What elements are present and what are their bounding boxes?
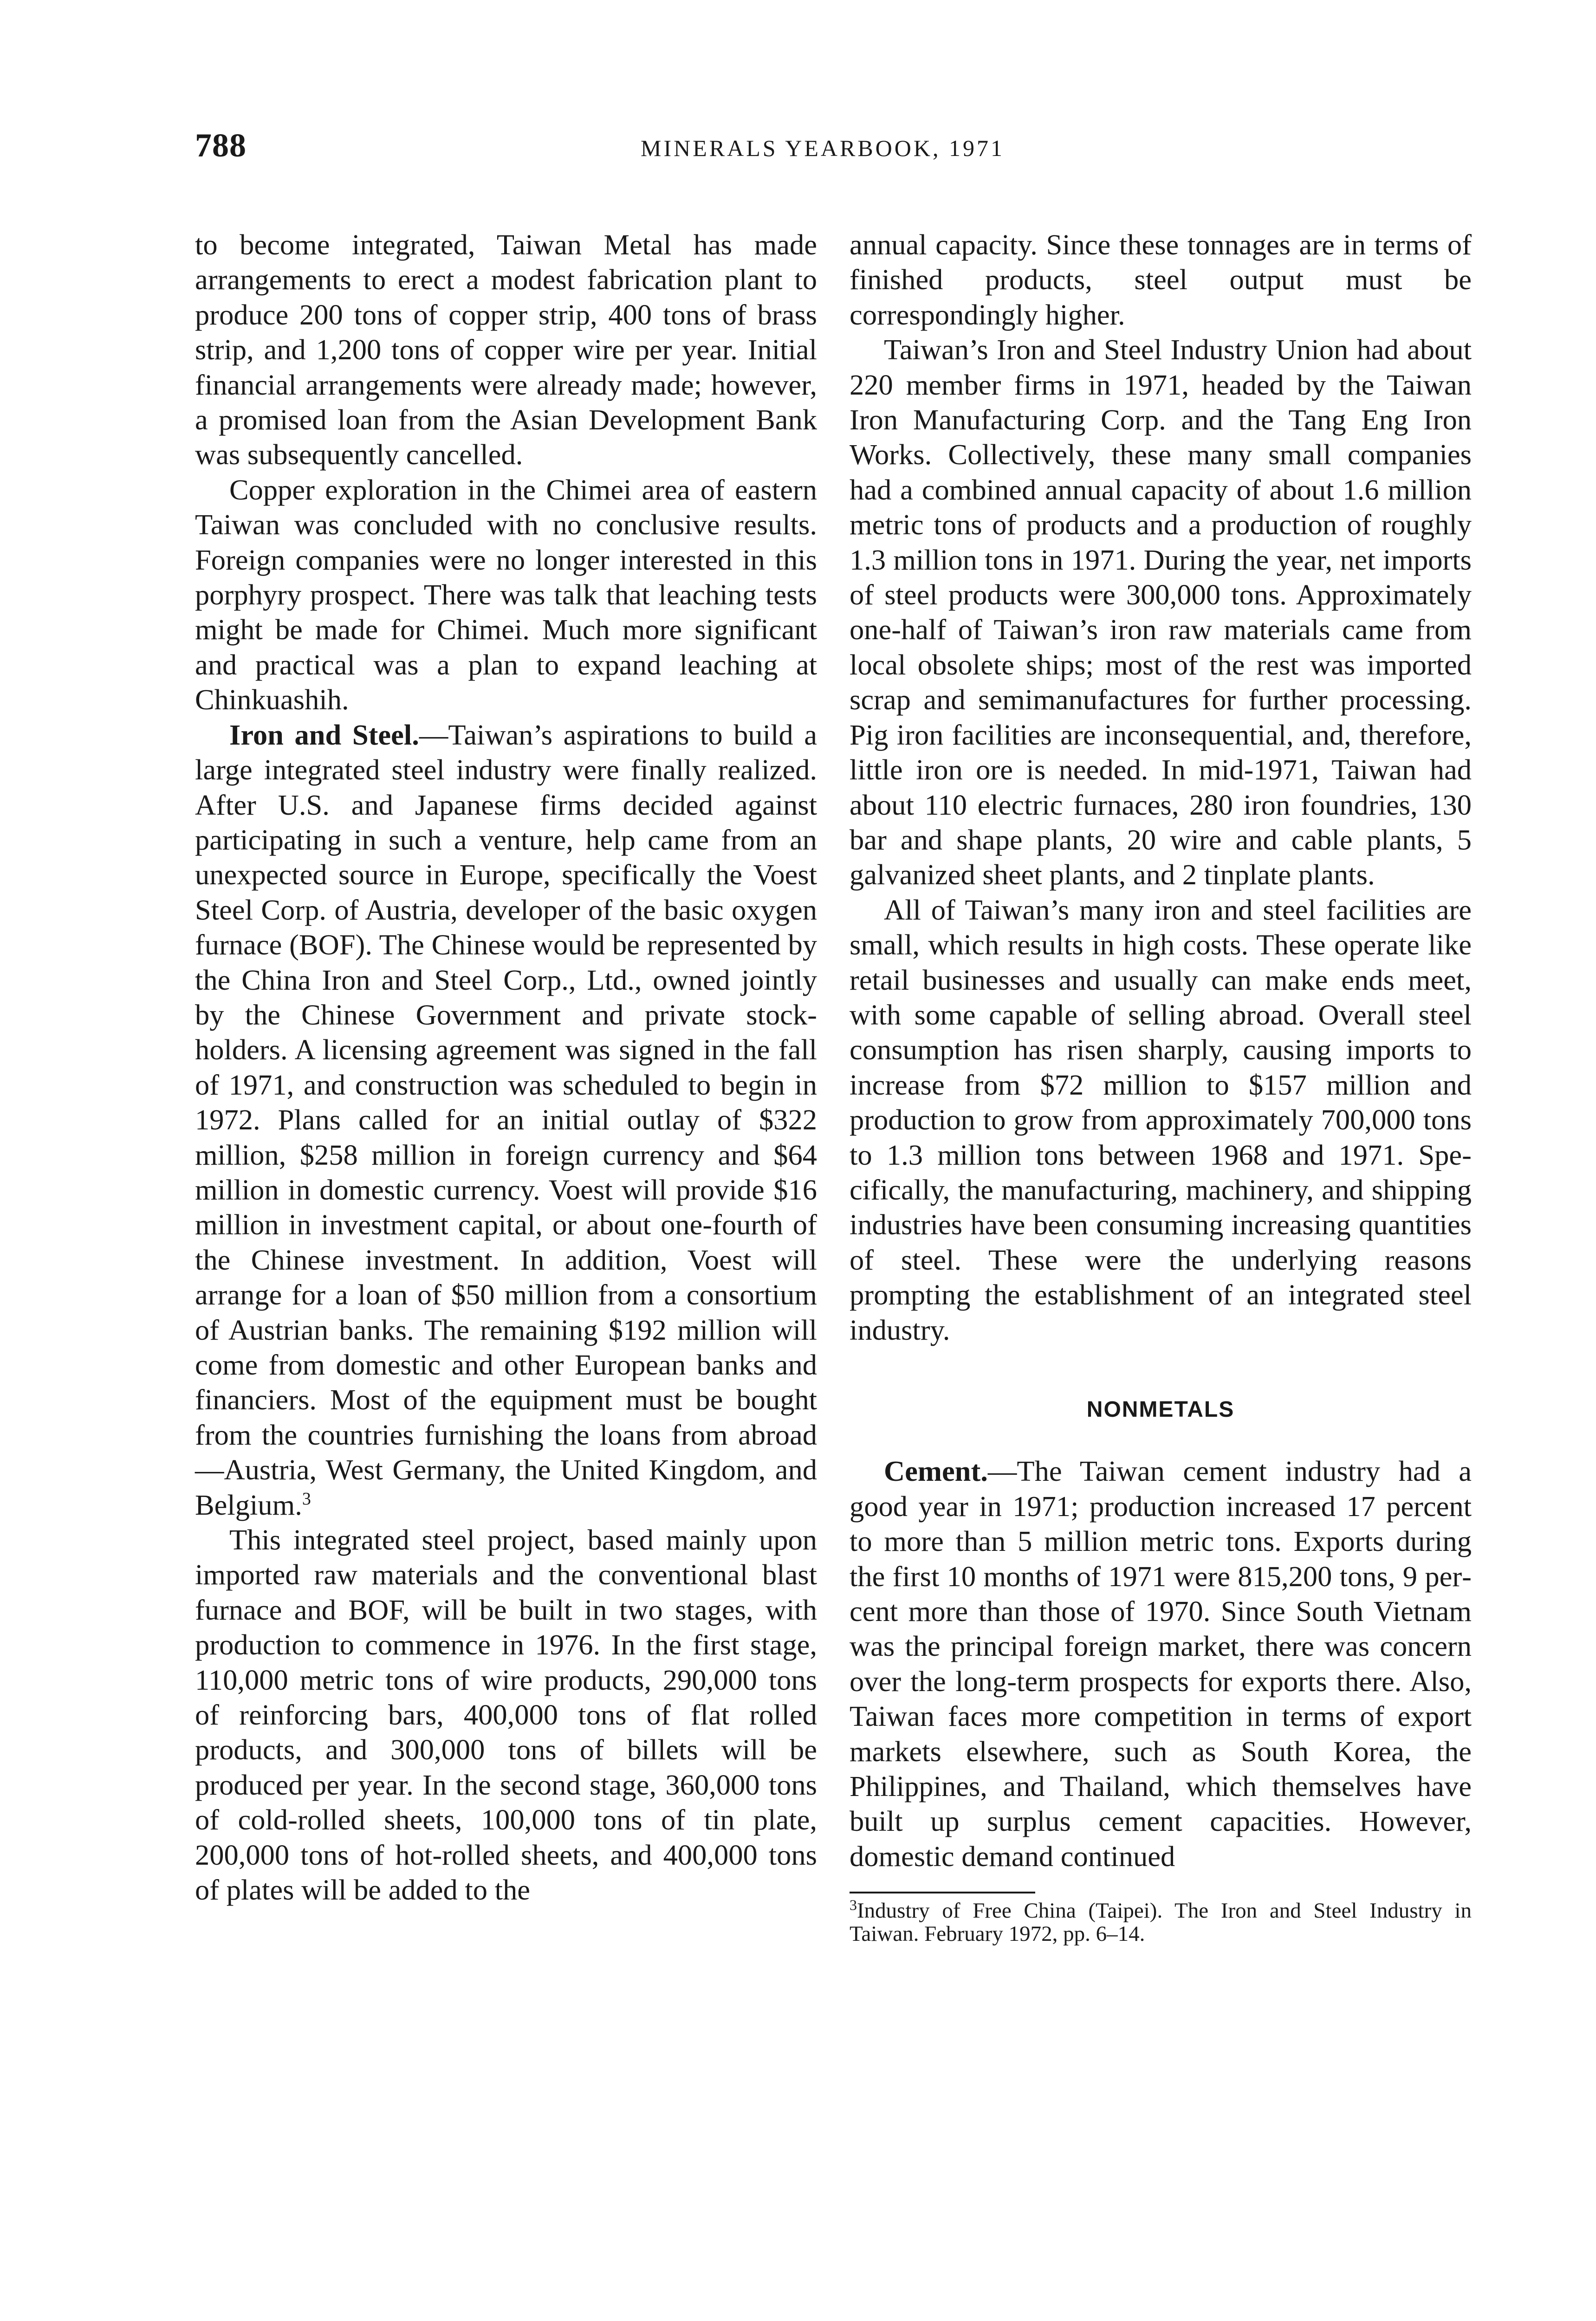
left-column (195, 227, 817, 1908)
page-number: 788 (195, 127, 247, 164)
paragraph-cement (850, 1454, 1472, 1874)
paragraph-annual-capacity: annual capacity. Since these tonnages are in terms of finished products, steel output must be correspondingly higher. (850, 228, 1472, 331)
run-in-heading-cement: Cement. (884, 1455, 988, 1488)
paragraph-integrated-steel-project: This integrated steel project, based mainly upon imported raw materials and the conventional blast furnace and BOF, will be built in two stages, with production to commence in 1976. In the first stage, 110,000 metric tons of wire products, 290,000 tons of reinforcing bars, 400,000 tons of flat rolled products, and 300,000 tons of billets will be produced per year. In the second stage, 360,000 tons of cold-rolled sheets, 100,000 tons of tin plate, 200,000 tons of hot-rolled sheets, and 400,000 tons of plates will be added to the (195, 1524, 817, 1906)
paragraph-small-facilities: All of Taiwan’s many iron and steel facilities are small, which results in high costs. These operate like retail businesses and usually can make ends meet, with some capable of selling abroad. Overall steel consumption has risen sharply, causing imports to increase from $72 million to $157 million and production to grow from approximately 700,000 tons to 1.3 million tons between 1968 and 1971. Specifically, the manufacturing, machinery, and shipping industries have been consuming increasing quantities of steel. These were the underlying reasons prompting the establishment of an integrated steel industry. (850, 893, 1472, 1346)
footnote (850, 1896, 1472, 1946)
paragraph-iron-and-steel (195, 718, 817, 1523)
paragraph-iron-and-steel-text: —Taiwan’s aspirations to build a large integrated steel industry were finally realized. After U.S. and Japanese firms decided against participating in such a venture, help came from an unexpected source in Europe, specifically the Voest Steel Corp. of Austria, developer of the basic oxygen furnace (BOF). The Chinese would be represented by the China Iron and Steel Corp., Ltd., owned jointly by the Chinese Government and private stockholders. A licensing agreement was signed in the fall of 1971, and construction was scheduled to begin in 1972. Plans called for an initial outlay of $322 million, $258 million in foreign currency and $64 million in domestic currency. Voest will provide $16 million in investment capital, or about one-fourth of the Chinese investment. In addition, Voest will arrange for a loan of $50 million from a consortium of Austrian banks. The remaining $192 million will come from domestic and other European banks and financiers. Most of the equipment must be bought from the countries furnishing the loans from abroad —Austria, West Germany, the United Kingdom, and Belgium. (195, 718, 817, 1521)
footnote-mark: 3 (850, 1896, 857, 1913)
section-heading-nonmetals: NONMETALS (1086, 1397, 1235, 1422)
right-column (850, 227, 1472, 1945)
paragraph-industry-union: Taiwan’s Iron and Steel Industry Union had about 220 member firms in 1971, headed by the Taiwan Iron Manufacturing Corp. and the Tang Eng Iron Works. Collectively, these many small companies had a combined annual capacity of about 1.6 million metric tons of products and a production of roughly 1.3 million tons in 1971. During the year, net imports of steel products were 300,000 tons. Approximately one-half of Taiwan’s iron raw materials came from local obsolete ships; most of the rest was imported scrap and semimanufactures for further processing. Pig iron facilities are inconsequential, and, therefore, little iron ore is needed. In mid-1971, Taiwan had about 110 electric furnaces, 280 iron foundries, 130 bar and shape plants, 20 wire and cable plants, 5 galvanized sheet plants, and 2 tinplate plants. (850, 333, 1472, 891)
paragraph-cement-text: —The Taiwan cement industry had a good year in 1971; production increased 17 percent to more than 5 million metric tons. Exports during the first 10 months of 1971 were 815,200 tons, 9 percent more than those of 1970. Since South Vietnam was the principal foreign market, there was concern over the long-term prospects for exports there. Also, Taiwan faces more competition in terms of export markets elsewhere, such as South Korea, the Philippines, and Thailand, which themselves have built up surplus cement capacities. However, domestic demand continued (850, 1455, 1472, 1873)
page-header (195, 126, 1499, 177)
footnote-reference: 3 (302, 1489, 311, 1509)
paragraph-taiwan-metal: to become integrated, Taiwan Metal has made arrangements to erect a modest fabrication plant to produce 200 tons of copper strip, 400 tons of brass strip, and 1,200 tons of copper wire per year. Initial financial arrangements were already made; however, a promised loan from the Asian Development Bank was subsequently cancelled. (195, 228, 817, 471)
footnote-rule (850, 1892, 1035, 1893)
run-in-heading-iron-and-steel: Iron and Steel. (229, 718, 419, 751)
footnote-text: Industry of Free China (Taipei). The Iron and Steel Industry in Taiwan. February 1972, pp. 6–14. (850, 1899, 1472, 1946)
paragraph-copper-exploration: Copper exploration in the Chimei area of eastern Taiwan was concluded with no conclusive results. Foreign companies were no longer interested in this porphyry prospect. There was talk that leaching tests might be made for Chimei. Much more significant and practical was a plan to expand leaching at Chinkuashih. (195, 473, 817, 716)
running-head: MINERALS YEARBOOK, 1971 (641, 135, 1005, 161)
